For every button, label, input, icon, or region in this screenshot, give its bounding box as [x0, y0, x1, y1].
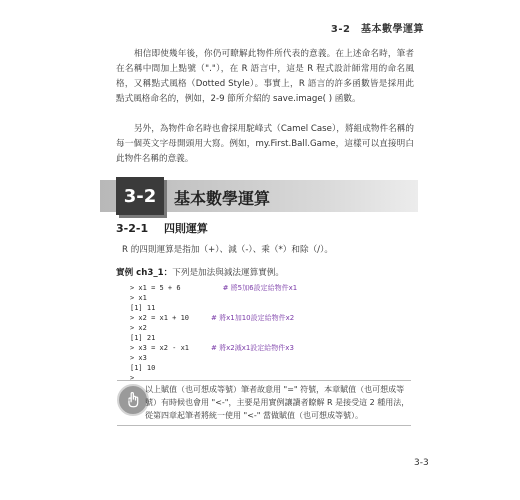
- code-line: > x3: [130, 354, 147, 362]
- paragraph-naming-style: 相信即使幾年後，你仍可瞭解此物件所代表的意義。在上述命名時，筆者在名稱中間加上點號（"."），在 R 語言中，這是 R 程式設計師常用的命名風格，又稱點式風格（Dotted Style）。事實上，R 語言的許多函數皆是採用此點式風格命名的，例如，2-9 節所介紹的 save.image( ) 函數。: [116, 49, 414, 104]
- note-box: [117, 380, 411, 426]
- code-line: > x1 = 5 + 6 # 將5加6設定給物件x1: [130, 284, 298, 292]
- intro-text: R 的四則運算是指加（+）、減（-）、乘（*）和除（/）。: [122, 245, 333, 255]
- code-line: > x2: [130, 324, 147, 332]
- running-head: 3-2 基本數學運算: [330, 24, 424, 35]
- section-title: 基本數學運算: [174, 189, 271, 208]
- example-text: 下列是加法與減法運算實例。: [172, 268, 284, 278]
- subsection-title: 四則運算: [163, 222, 208, 235]
- example-label: 實例 ch3_1：: [116, 268, 173, 278]
- code-line: [1] 11: [130, 304, 156, 312]
- code-line: > x3 = x2 - x1 # 將x2減x1設定給物件x3: [130, 344, 294, 352]
- subsection-heading: [116, 220, 208, 236]
- code-line: > x2 = x1 + 10 # 將x1加10設定給物件x2: [130, 314, 295, 322]
- note-text: 以上賦值（也可想成等號）筆者故意用 "=" 符號，本章賦值（也可想成等號）有時候也會用 "<-"，主要是用實例讓讀者瞭解 R 是接受這 2 種用法，從第四章起筆者將統一使用 "<-" 當做賦值（也可想成等號）。: [145, 385, 410, 420]
- code-line: [1] 21: [130, 334, 156, 342]
- page-number: 3-3: [414, 458, 429, 468]
- subsection-number: 3-2-1: [116, 222, 149, 235]
- section-number: 3-2: [116, 177, 164, 215]
- paragraph-camel-case: 另外，為物件命名時也會採用駝峰式（Camel Case），將組成物件名稱的每一個英文字母開頭用大寫。例如，my.First.Ball.Game，這樣可以直接明白此物件名稱的意義。: [116, 124, 414, 164]
- code-line: [1] 10: [130, 364, 156, 372]
- example-line: [116, 266, 284, 278]
- code-block: [130, 283, 297, 383]
- code-line: > x1: [130, 294, 147, 302]
- code-line: >: [130, 374, 135, 382]
